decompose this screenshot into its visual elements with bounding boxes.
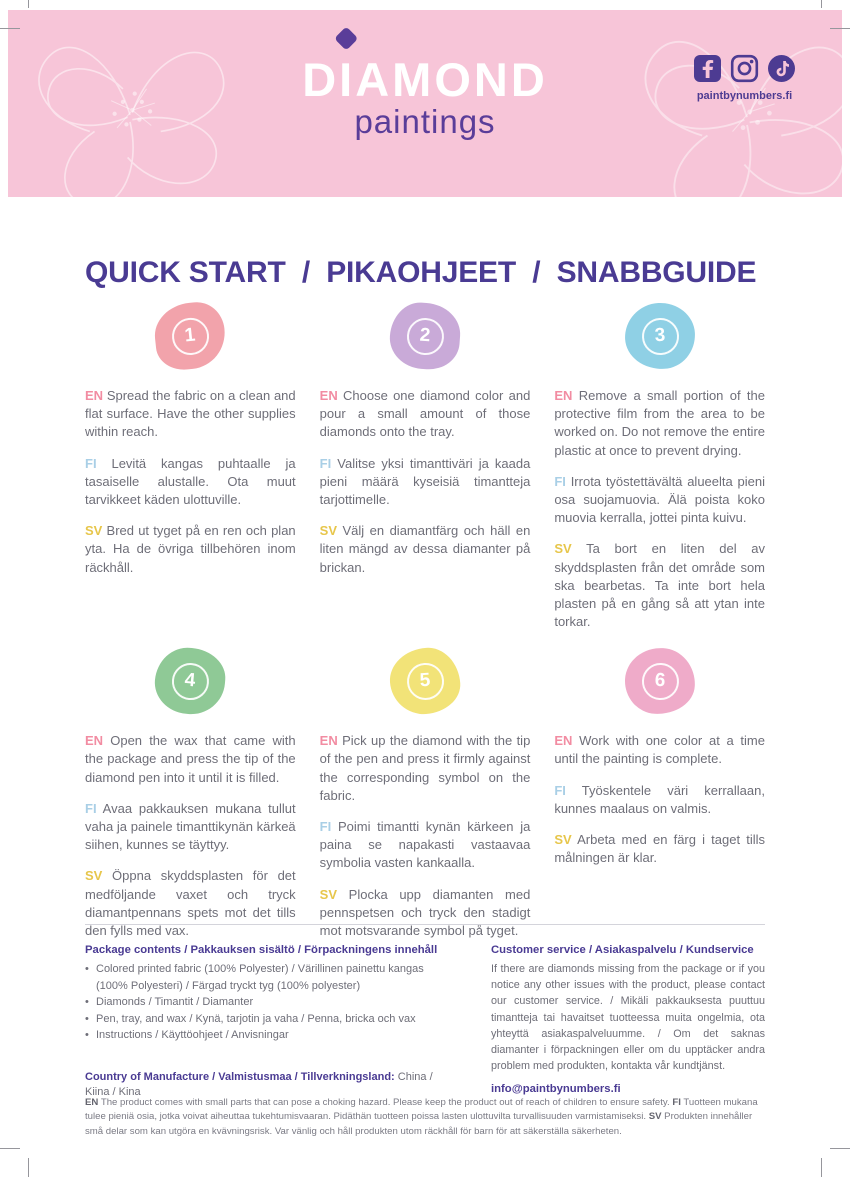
step-6-number-badge: [554, 648, 765, 720]
step-4-text-sv: SV Öppna skyddsplasten för det medföljande vaxet och tryck diamantpennans spets mot det tills den fylls med vax.: [85, 868, 296, 938]
package-contents-section: [85, 944, 457, 1111]
step-2-text-fi: FI Valitse yksi timanttiväri ja kaada pieni määrä kyseisiä timantteja tarjottimelle.: [319, 455, 531, 507]
crop-mark: [821, 1158, 822, 1177]
blob-icon: [152, 300, 229, 373]
lang-label-en: EN: [554, 733, 573, 749]
warning-text-fi: Tuotteen mukana tulee pieniä osia, jotka voivat aiheuttaa tukehtumisvaaran. Pidäthän tuotteen poissa lasten ulottuvilta turvallisuuden varmistamiseksi.: [85, 1097, 758, 1123]
lang-label-en: EN: [85, 733, 104, 749]
step-1-number-badge: [85, 303, 296, 375]
customer-service-section: [491, 944, 765, 1111]
customer-service-heading: Customer service / Asiakaspalvelu / Kundservice: [491, 944, 754, 956]
step-number: 4: [170, 661, 210, 701]
step-5-number-badge: [320, 648, 531, 720]
lang-label-sv: SV: [319, 886, 337, 902]
steps-grid: [85, 303, 765, 953]
warning-text-en: The product comes with small parts that can pose a choking hazard. Please keep the product out of reach of children to ensure safety.: [100, 1097, 673, 1108]
step-3-text-fi: FI Irrota työstettävältä alueelta pieni osa suojamuovia. Älä poista koko muovia kerralla, jottei pinta kuivu.: [554, 473, 765, 526]
warning-label-fi: FI: [672, 1097, 681, 1108]
step-6: [554, 648, 765, 953]
step-1: [85, 303, 296, 644]
lang-label-en: EN: [554, 388, 573, 403]
step-3-number-badge: [554, 303, 765, 375]
step-6-text-en: EN Work with one color at a time until the painting is complete.: [554, 733, 765, 767]
website-url[interactable]: paintbynumbers.fi: [696, 90, 793, 102]
warning-label-en: EN: [85, 1097, 99, 1108]
country-label: Country of Manufacture / Valmistusmaa / Tillverkningsland:: [85, 1070, 395, 1083]
list-item: • Colored printed fabric (100% Polyester) / Värillinen painettu kangas (100% Polyesteri) / Färgad tryckt tyg (100% polyester): [85, 961, 457, 994]
crop-mark: [28, 1158, 29, 1177]
lang-label-en: EN: [319, 733, 338, 749]
package-contents-list: [85, 961, 457, 1044]
step-4-text-en: EN Open the wax that came with the package and press the tip of the diamond pen into it until it is filled.: [85, 733, 296, 785]
lang-label-en: EN: [319, 388, 338, 403]
step-3: [554, 303, 765, 644]
step-3-text-en: EN Remove a small portion of the protective film from the area to be worked on. Do not remove the entire plastic at once to prevent drying.: [554, 388, 765, 458]
step-5: [320, 648, 531, 953]
customer-service-text: If there are diamonds missing from the package or if you notice any other issues with the product, please contact our customer service. / Mikäli pakkauksesta puuttuu timantteja tai havaitset tuotteessa muita ongelmia, ota yhteyttä asiakaspalveluumme. / Om det saknas diamanter i förpackningen eller om du upptäcker andra problem med produkten, kontakta vår kundtjänst.: [491, 963, 765, 1073]
lang-label-sv: SV: [554, 541, 572, 557]
lang-label-fi: FI: [85, 455, 97, 471]
crop-mark: [830, 28, 850, 29]
step-2-text-en: EN Choose one diamond color and pour a small amount of those diamonds onto the tray.: [319, 388, 531, 440]
step-2: [320, 303, 531, 644]
lang-label-fi: FI: [319, 455, 332, 471]
step-6-text-sv: SV Arbeta med en färg i taget tills målningen är klar.: [554, 832, 765, 866]
flower-outline-decoration: [8, 10, 280, 197]
step-2-number-badge: [320, 303, 531, 375]
blob-icon: [153, 645, 228, 717]
lang-label-sv: SV: [85, 868, 103, 884]
step-2-text-sv: SV Välj en diamantfärg och häll en liten mängd av dessa diamanter på brickan.: [319, 523, 531, 575]
brand-subtitle: paintings: [354, 103, 496, 140]
warning-label-sv: SV: [648, 1111, 662, 1123]
lang-label-fi: FI: [554, 473, 566, 489]
lang-label-sv: SV: [85, 523, 103, 539]
diamond-icon: [334, 26, 358, 50]
blob-icon: [623, 646, 696, 716]
safety-warning: [85, 1096, 765, 1139]
blob-icon: [623, 301, 696, 371]
step-5-text-fi: FI Poimi timantti kynän kärkeen ja paina se napakasti vastaavaa symbolia vasten kankaalla.: [319, 819, 531, 871]
step-3-text-sv: SV Ta bort en liten del av skyddsplasten från det område som ska bearbetas. Ta inte bort hela plasten på en gång så att ytan inte torkar.: [554, 541, 765, 630]
lang-label-sv: SV: [554, 832, 572, 847]
instagram-icon[interactable]: [730, 54, 759, 83]
lang-label-fi: FI: [319, 819, 332, 834]
step-1-text-sv: SV Bred ut tyget på en ren och plan yta. Ha de övriga tillbehören inom räckhåll.: [85, 523, 296, 575]
step-number: 3: [640, 317, 679, 356]
crop-mark: [0, 1148, 20, 1149]
page-title: QUICK START / PIKAOHJEET / SNABBGUIDE: [85, 256, 757, 290]
step-4-text-fi: FI Avaa pakkauksen mukana tullut vaha ja painele timanttikynän kärkeä siihen, kunnes se täyttyy.: [85, 800, 296, 853]
crop-mark: [821, 0, 822, 8]
flower-outline-decoration: [582, 10, 842, 197]
step-number: 1: [170, 316, 211, 357]
customer-service-email[interactable]: info@paintbynumbers.fi: [491, 1083, 621, 1096]
crop-mark: [28, 0, 29, 8]
blob-icon: [388, 646, 462, 717]
header-banner: [8, 10, 842, 197]
step-number: 2: [405, 316, 444, 355]
step-1-text-fi: FI Levitä kangas puhtaalle ja tasaiselle alustalle. Ota muut tarvikkeet käden ulottuville.: [85, 455, 296, 507]
lang-label-fi: FI: [554, 782, 566, 798]
step-number: 5: [405, 662, 444, 701]
country-value: China / Kiina / Kina: [85, 1070, 433, 1098]
step-1-text-en: EN Spread the fabric on a clean and flat surface. Have the other supplies within reach.: [85, 388, 296, 440]
lang-label-fi: FI: [85, 800, 97, 816]
footer: [85, 944, 765, 1111]
package-contents-heading: Package contents / Pakkauksen sisältö / Förpackningens innehåll: [85, 944, 438, 956]
footer-divider: [85, 924, 765, 925]
step-4-number-badge: [85, 648, 296, 720]
crop-mark: [0, 28, 20, 29]
list-item: • Instructions / Käyttöohjeet / Anvisningar: [85, 1027, 457, 1044]
step-5-text-sv: SV Plocka upp diamanten med pennspetsen och tryck den stadigt mot motsvarande symbol på tyget.: [319, 886, 531, 938]
blob-icon: [388, 301, 462, 372]
brand-name: DIAMOND: [302, 53, 548, 106]
lang-label-en: EN: [85, 388, 104, 403]
brand-logo: [302, 53, 548, 140]
facebook-icon[interactable]: [693, 54, 722, 83]
step-4: [85, 648, 296, 953]
tiktok-icon[interactable]: [767, 54, 796, 83]
crop-mark: [830, 1148, 850, 1149]
list-item: • Diamonds / Timantit / Diamanter: [85, 994, 457, 1011]
lang-label-sv: SV: [319, 523, 337, 539]
step-number: 6: [640, 662, 679, 701]
step-6-text-fi: FI Työskentele väri kerrallaan, kunnes maalaus on valmis.: [554, 782, 765, 816]
step-5-text-en: EN Pick up the diamond with the tip of the pen and press it firmly against the corresponding symbol on the fabric.: [319, 733, 531, 803]
list-item: • Pen, tray, and wax / Kynä, tarjotin ja vaha / Penna, bricka och vax: [85, 1011, 457, 1028]
social-block: [693, 54, 796, 102]
warning-text-sv: Produkten innehåller små delar som kan utgöra en kvävningsrisk. Var vänlig och håll produkten utom räckhåll för barn för att säkerställa säkerheten.: [85, 1111, 753, 1137]
